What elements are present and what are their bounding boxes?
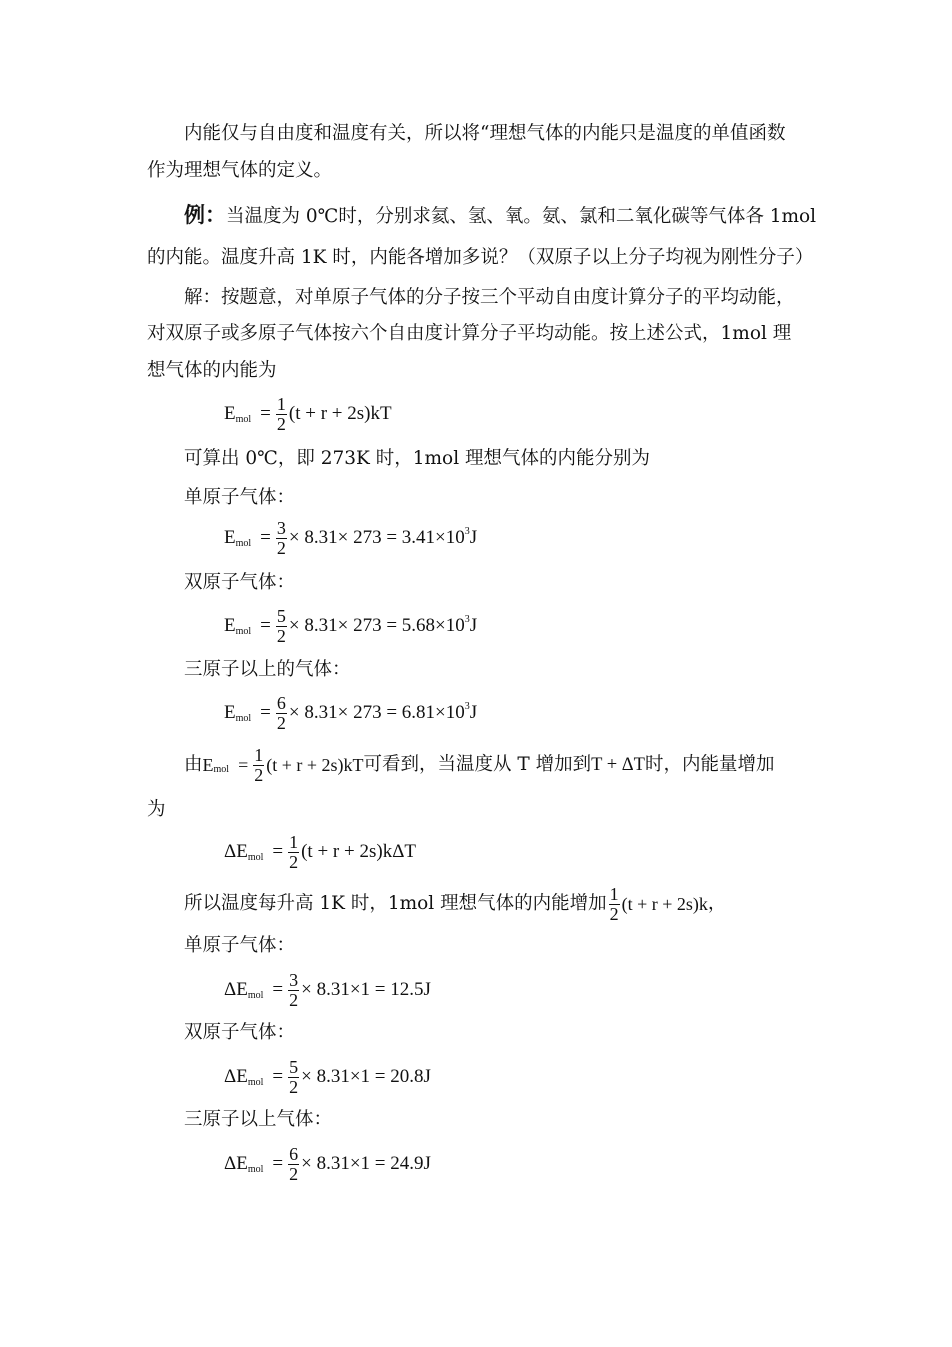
fraction-denominator: 2 <box>609 903 619 924</box>
eq-equals: = <box>272 841 284 862</box>
fraction-numerator: 1 <box>289 831 299 852</box>
eq-subscript: mol <box>235 625 252 637</box>
eq-subscript: mol <box>235 413 252 425</box>
eq-rest: (t + r + 2s)kT <box>288 403 392 424</box>
increase-line-2: 为 <box>147 799 166 820</box>
di-label: 双原子气体： <box>184 572 296 593</box>
fraction-numerator: 1 <box>276 393 286 414</box>
fraction-numerator: 6 <box>289 1143 299 1164</box>
example-label: 例： <box>184 202 226 227</box>
eq-symbol: E <box>224 615 236 636</box>
increase-expr: T + ΔT <box>591 755 645 775</box>
eq-symbol: ΔE <box>224 1066 248 1087</box>
fraction <box>253 746 264 785</box>
fraction-numerator: 5 <box>276 605 286 626</box>
eq-symbol: ΔE <box>224 1153 248 1174</box>
equation-internal-energy <box>224 390 392 438</box>
per-k-text: 所以温度每升高 1K 时，1mol 理想气体的内能增加 <box>184 893 607 914</box>
increase-line-1 <box>184 741 775 789</box>
eq-exponent: 3 <box>464 525 470 537</box>
intro-line-2: 作为理想气体的定义。 <box>147 160 333 181</box>
tri2-label: 三原子以上气体： <box>184 1109 333 1130</box>
equation-di-delta <box>224 1053 431 1101</box>
eq-rest: (t + r + 2s)k <box>621 894 708 914</box>
increase-pre: 由 <box>184 754 203 775</box>
eq-exponent: 3 <box>464 613 470 625</box>
increase-inline-eq <box>203 746 364 785</box>
solution-line-3: 想气体的内能为 <box>147 360 277 381</box>
calc-intro: 可算出 0℃，即 273K 时，1mol 理想气体的内能分别为 <box>184 448 650 469</box>
eq-symbol: E <box>224 403 236 424</box>
eq-rest: (t + r + 2s)kΔT <box>301 841 417 862</box>
fraction <box>288 971 299 1010</box>
eq-equals: = <box>260 702 271 723</box>
eq-subscript: mol <box>213 764 230 775</box>
eq-equals: = <box>260 403 271 424</box>
per-k-inline-eq <box>607 885 708 924</box>
fraction-denominator: 2 <box>289 1076 299 1097</box>
eq-subscript: mol <box>235 712 252 724</box>
fraction-numerator: 5 <box>289 1056 299 1077</box>
fraction <box>276 395 287 434</box>
equation-di <box>224 602 477 650</box>
eq-equals: = <box>272 1153 284 1174</box>
eq-exponent: 3 <box>464 700 470 712</box>
fraction-denominator: 2 <box>254 764 264 785</box>
intro-line-1: 内能仅与自由度和温度有关，所以将“理想气体的内能只是温度的单值函数 <box>184 123 786 144</box>
eq-subscript: mol <box>235 537 252 549</box>
fraction-denominator: 2 <box>289 851 299 872</box>
eq-symbol: E <box>224 527 236 548</box>
equation-tri-delta <box>224 1140 431 1188</box>
fraction-numerator: 1 <box>609 883 619 904</box>
eq-rest: × 8.31×1 = 24.9J <box>301 1153 431 1174</box>
fraction <box>276 694 287 733</box>
fraction <box>276 519 287 558</box>
fraction-numerator: 1 <box>254 744 264 765</box>
equation-mono-delta <box>224 966 431 1014</box>
eq-subscript: mol <box>247 989 264 1001</box>
eq-equals: = <box>272 1066 284 1087</box>
eq-rest: (t + r + 2s)kT <box>266 755 364 775</box>
fraction <box>276 607 287 646</box>
example-line-2: 的内能。温度升高 1K 时，内能各增加多说？（双原子以上分子均视为刚性分子） <box>147 247 814 268</box>
fraction <box>288 1058 299 1097</box>
eq-unit: J <box>469 702 478 723</box>
tri-label: 三原子以上的气体： <box>184 659 351 680</box>
eq-symbol: E <box>202 755 214 775</box>
fraction-denominator: 2 <box>289 989 299 1010</box>
eq-unit: J <box>469 615 478 636</box>
fraction-denominator: 2 <box>276 413 286 434</box>
per-k-line <box>184 880 726 928</box>
fraction-denominator: 2 <box>276 625 286 646</box>
eq-rest: × 8.31×1 = 20.8J <box>301 1066 431 1087</box>
fraction-denominator: 2 <box>276 537 286 558</box>
increase-post: 时，内能量增加 <box>645 754 775 775</box>
mono-label: 单原子气体： <box>184 487 296 508</box>
eq-rest: × 8.31×1 = 12.5J <box>301 979 431 1000</box>
eq-symbol: E <box>224 702 236 723</box>
fraction-numerator: 3 <box>289 969 299 990</box>
eq-rest: × 8.31× 273 = 6.81×10 <box>288 702 465 723</box>
fraction-denominator: 2 <box>289 1163 299 1184</box>
per-k-post: ， <box>707 893 727 914</box>
example-text-1: 当温度为 0℃时，分别求氦、氢、氧。氨、氯和二氧化碳等气体各 1mol <box>226 206 817 227</box>
eq-equals: = <box>260 615 271 636</box>
eq-rest: × 8.31× 273 = 3.41×10 <box>288 527 465 548</box>
example-line-1 <box>184 203 816 229</box>
fraction-numerator: 6 <box>276 692 286 713</box>
eq-unit: J <box>469 527 478 548</box>
eq-symbol: ΔE <box>224 979 248 1000</box>
equation-delta-energy <box>224 828 416 876</box>
eq-equals: = <box>272 979 284 1000</box>
increase-mid: 可看到，当温度从 T 增加到 <box>363 754 592 775</box>
mono2-label: 单原子气体： <box>184 935 296 956</box>
eq-equals: = <box>238 755 249 775</box>
solution-line-2: 对双原子或多原子气体按六个自由度计算分子平均动能。按上述公式，1mol 理 <box>147 323 792 344</box>
eq-symbol: ΔE <box>224 841 248 862</box>
fraction <box>609 885 620 924</box>
equation-tri <box>224 689 477 737</box>
eq-subscript: mol <box>247 851 264 863</box>
fraction <box>288 833 299 872</box>
equation-mono <box>224 514 477 562</box>
eq-subscript: mol <box>247 1163 264 1175</box>
eq-rest: × 8.31× 273 = 5.68×10 <box>288 615 465 636</box>
fraction <box>288 1145 299 1184</box>
eq-equals: = <box>260 527 271 548</box>
eq-subscript: mol <box>247 1076 264 1088</box>
fraction-denominator: 2 <box>276 712 286 733</box>
solution-line-1: 解：按题意，对单原子气体的分子按三个平动自由度计算分子的平均动能， <box>184 287 795 308</box>
fraction-numerator: 3 <box>276 517 286 538</box>
di2-label: 双原子气体： <box>184 1022 296 1043</box>
